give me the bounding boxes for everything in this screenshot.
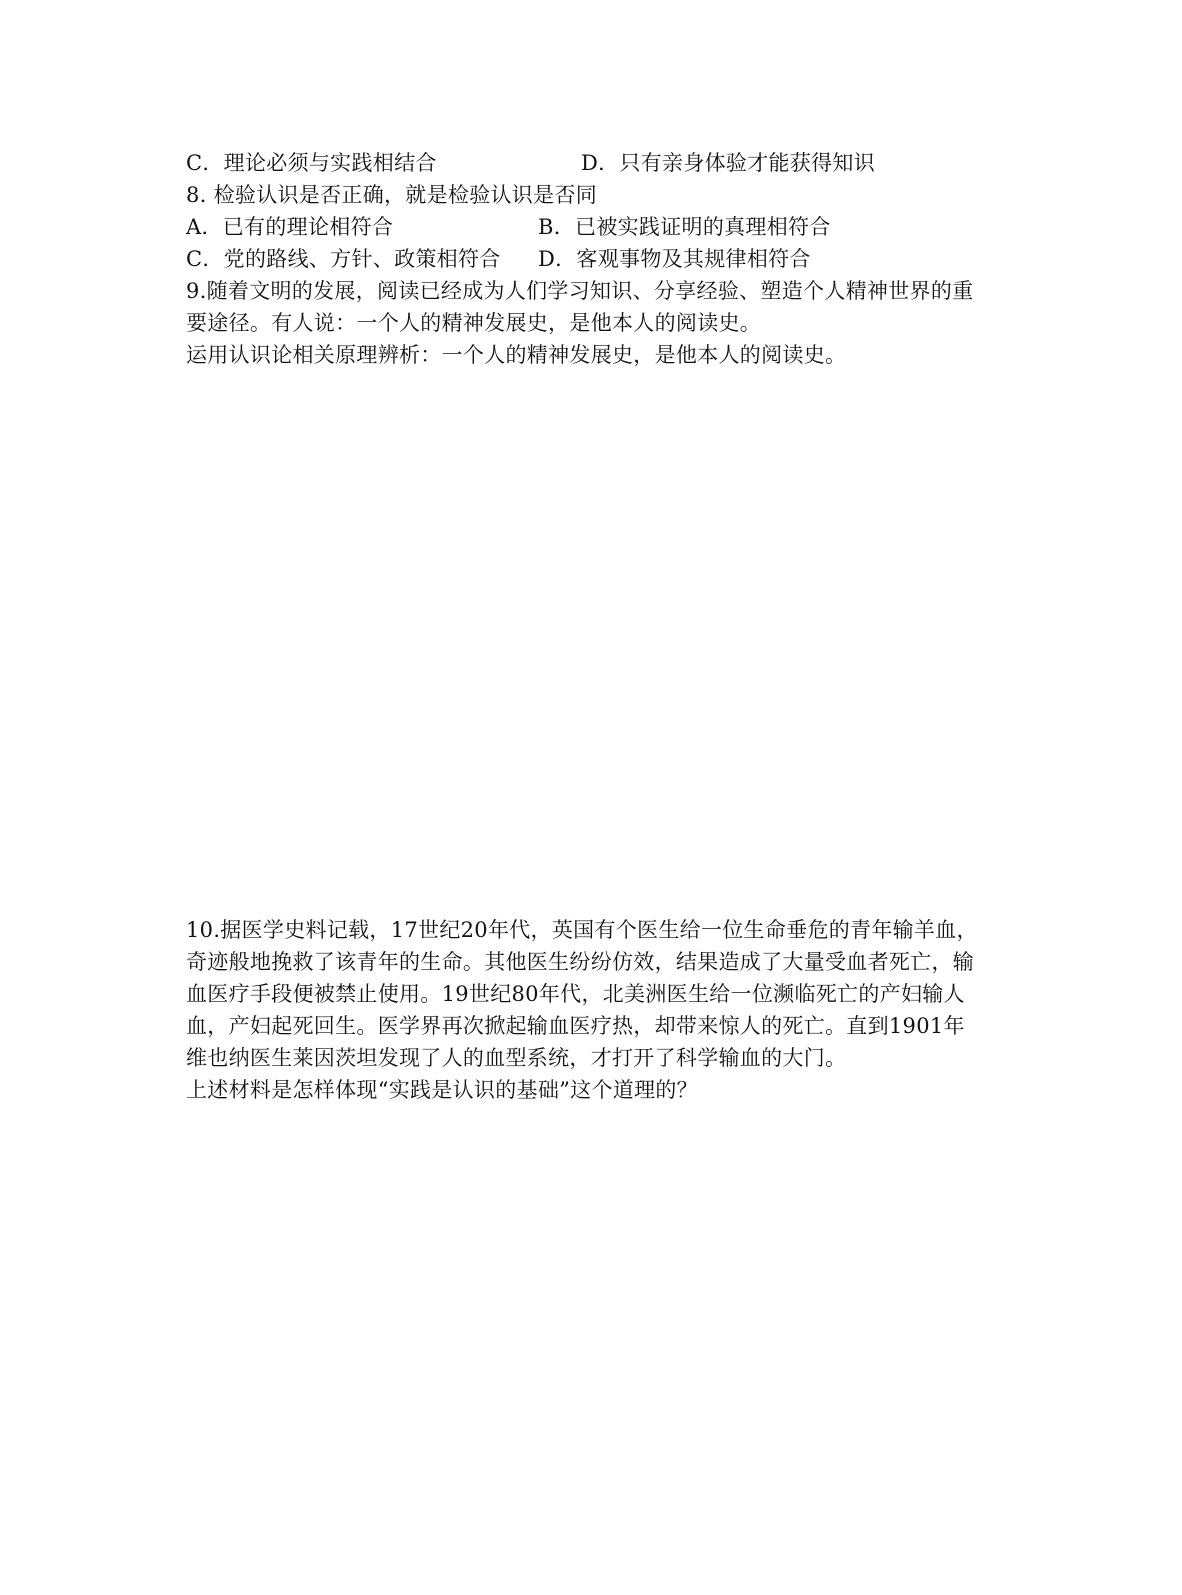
q9-line-1: 9.随着文明的发展，阅读已经成为人们学习知识、分享经验、塑造个人精神世界的重	[186, 279, 974, 303]
q7-option-c: C．理论必须与实践相结合	[186, 151, 437, 175]
q8-option-b: B．已被实践证明的真理相符合	[538, 215, 831, 239]
q9-question: 运用认识论相关原理辨析：一个人的精神发展史，是他本人的阅读史。	[186, 343, 847, 367]
q9-line-2: 要途径。有人说：一个人的精神发展史，是他本人的阅读史。	[186, 311, 762, 335]
q8-option-d: D．客观事物及其规律相符合	[538, 247, 811, 271]
q8-option-c: C．党的路线、方针、政策相符合	[186, 247, 501, 271]
q10-line-3: 血医疗手段便被禁止使用。19世纪80年代，北美洲医生给一位濒临死亡的产妇输人	[186, 982, 965, 1006]
q10-question: 上述材料是怎样体现“实践是认识的基础”这个道理的？	[186, 1078, 698, 1102]
q10-line-2: 奇迹般地挽救了该青年的生命。其他医生纷纷仿效，结果造成了大量受血者死亡，输	[186, 950, 975, 974]
q10-line-1: 10.据医学史料记载，17世纪20年代，英国有个医生给一位生命垂危的青年输羊血，	[186, 918, 978, 942]
q10-line-4: 血，产妇起死回生。医学界再次掀起输血医疗热，却带来惊人的死亡。直到1901年	[186, 1014, 965, 1038]
q7-option-d: D．只有亲身体验才能获得知识	[581, 151, 876, 175]
q8-stem: 8. 检验认识是否正确，就是检验认识是否同	[186, 183, 598, 207]
q8-option-a: A．已有的理论相符合	[186, 215, 394, 239]
q10-line-5: 维也纳医生莱因茨坦发现了人的血型系统，才打开了科学输血的大门。	[186, 1046, 847, 1070]
